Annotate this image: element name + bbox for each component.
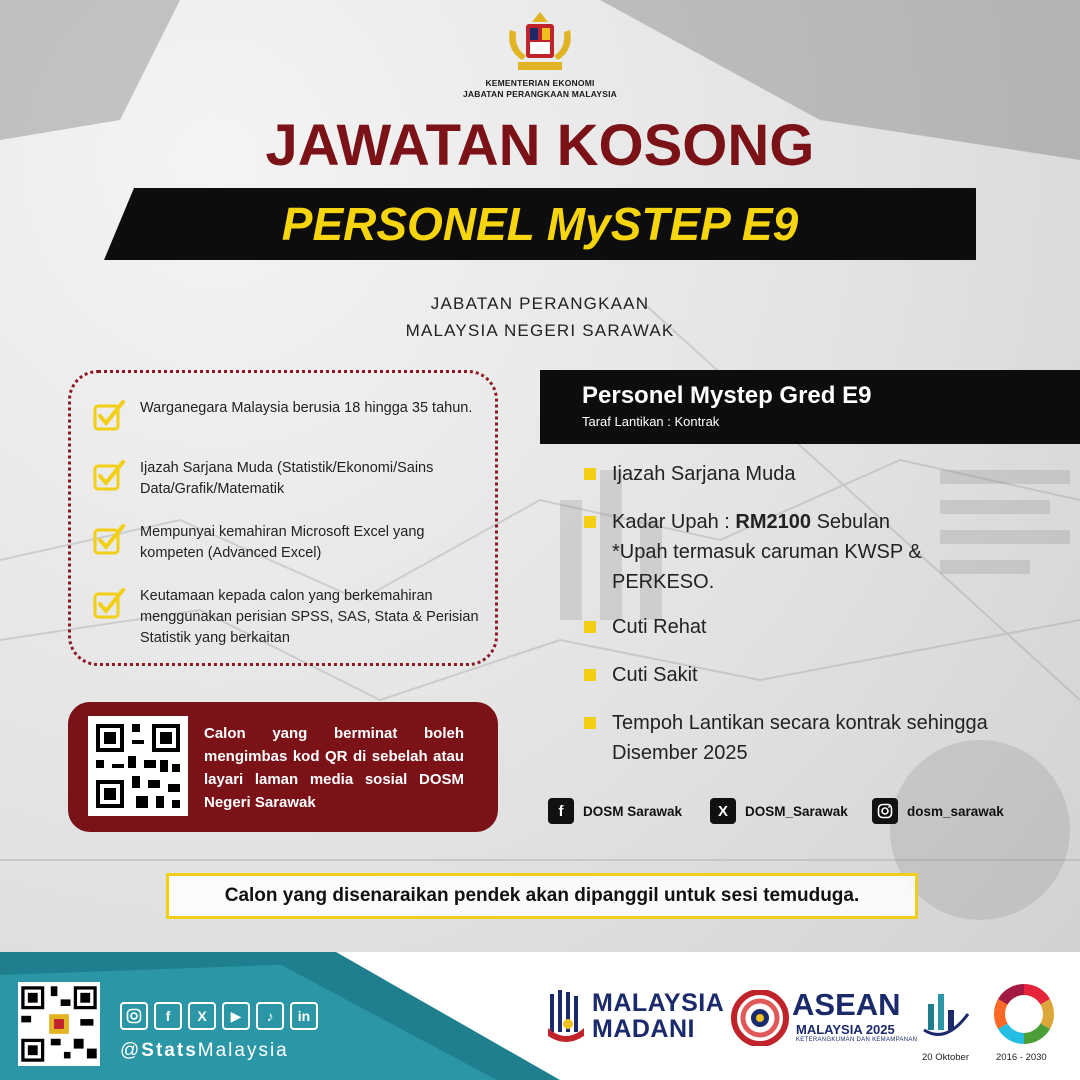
tiktok-icon[interactable]: ♪: [256, 1002, 284, 1030]
position-subtitle: Taraf Lantikan : Kontrak: [582, 414, 720, 429]
x-icon[interactable]: X: [188, 1002, 216, 1030]
checkbox-check-icon: [92, 586, 126, 620]
statistics-day-date: 20 Oktober: [922, 1052, 969, 1063]
malaysia-madani-text: [592, 990, 724, 1042]
benefit-text: Ijazah Sarjana Muda: [612, 463, 796, 485]
facebook-icon: f: [548, 798, 574, 824]
salary-amount: RM2100: [735, 511, 812, 533]
benefit-item: [584, 612, 1024, 642]
facebook-handle: DOSM Sarawak: [583, 803, 683, 819]
requirement-text: Keutamaan kepada calon yang berkemahiran menggunakan perisian SPSS, SAS, Stata & Perisian Statistik yang berkaitan: [140, 588, 479, 646]
linkedin-icon[interactable]: in: [290, 1002, 318, 1030]
facebook-icon[interactable]: f: [154, 1002, 182, 1030]
madani-line2: MADANI: [592, 1015, 695, 1043]
x-handle: DOSM_Sarawak: [745, 803, 848, 819]
qr-code[interactable]: [88, 716, 188, 816]
facebook-link[interactable]: [548, 798, 682, 824]
benefit-item: [584, 660, 1024, 690]
instagram-icon[interactable]: [120, 1002, 148, 1030]
instagram-icon: [872, 798, 898, 824]
department-name: [340, 290, 740, 344]
bullet-square-icon: [584, 468, 596, 480]
madani-line1: MALAYSIA: [592, 989, 725, 1017]
footer-social-icons: [120, 1002, 324, 1030]
benefit-item: [584, 708, 1024, 768]
handle-at: @: [120, 1040, 142, 1061]
benefit-item: [584, 507, 1024, 597]
requirement-item: [92, 586, 482, 649]
shortlist-notice: Calon yang disenaraikan pendek akan dipanggil untuk sesi temuduga.: [166, 873, 918, 919]
benefit-text: Cuti Sakit: [612, 664, 698, 686]
checkbox-check-icon: [92, 458, 126, 492]
asean-malaysia-logo-icon: [730, 990, 790, 1046]
asean-tagline: KETERANGKUMAN DAN KEMAMPANAN: [796, 1037, 918, 1043]
malaysia-crest-logo: [502, 10, 578, 76]
checkbox-check-icon: [92, 398, 126, 432]
position-title: Personel Mystep Gred E9: [582, 382, 872, 409]
requirement-text: Ijazah Sarjana Muda (Statistik/Ekonomi/Sains Data/Grafik/Matematik: [140, 460, 434, 497]
footer-qr-icon: [18, 982, 100, 1066]
requirement-text: Mempunyai kemahiran Microsoft Excel yang kompeten (Advanced Excel): [140, 524, 425, 561]
subtitle-text: PERSONEL MySTEP E9: [281, 198, 799, 250]
youtube-icon[interactable]: ▶: [222, 1002, 250, 1030]
page-title: JAWATAN KOSONG: [265, 113, 815, 178]
benefit-text: Cuti Rehat: [612, 616, 707, 638]
dept-line2: MALAYSIA NEGERI SARAWAK: [405, 321, 675, 340]
benefit-text: Tempoh Lantikan secara kontrak sehingga Disember 2025: [612, 712, 988, 764]
salary-prefix: Kadar Upah :: [612, 511, 736, 533]
footer-handle: [120, 1040, 289, 1062]
footer-qr-code[interactable]: [18, 982, 100, 1066]
malaysia-madani-logo-icon: [546, 988, 586, 1044]
asean-title: ASEAN: [792, 987, 901, 1022]
checkbox-check-icon: [92, 522, 126, 556]
salary-suffix: Sebulan: [811, 511, 890, 533]
qr-code-icon: [88, 716, 188, 816]
benefit-item: [584, 459, 1024, 489]
requirement-item: [92, 398, 482, 432]
x-link[interactable]: [710, 798, 848, 824]
bullet-square-icon: [584, 621, 596, 633]
ministry-line1: KEMENTERIAN EKONOMI: [485, 78, 595, 88]
requirement-item: [92, 458, 482, 500]
requirement-text: Warganegara Malaysia berusia 18 hingga 35 tahun.: [140, 400, 473, 416]
asean-subtitle: MALAYSIA 2025: [796, 1022, 895, 1037]
dept-line1: JABATAN PERANGKAAN: [430, 294, 650, 313]
sdg-wheel-logo-icon: [992, 982, 1056, 1046]
ministry-name: [380, 78, 700, 100]
bullet-square-icon: [584, 516, 596, 528]
x-icon: X: [710, 798, 736, 824]
bullet-square-icon: [584, 669, 596, 681]
ministry-line2: JABATAN PERANGKAAN MALAYSIA: [462, 89, 617, 99]
instagram-handle: dosm_sarawak: [907, 803, 1004, 819]
world-statistics-day-logo-icon: [918, 984, 974, 1042]
instagram-link[interactable]: [872, 798, 1004, 824]
salary-note: *Upah termasuk caruman KWSP & PERKESO.: [612, 541, 922, 593]
requirement-item: [92, 522, 482, 564]
bullet-square-icon: [584, 717, 596, 729]
benefit-text-wrapper: [612, 507, 1024, 597]
sdg-years: 2016 - 2030: [996, 1052, 1047, 1063]
handle-rest: Malaysia: [197, 1040, 289, 1061]
handle-bold: Stats: [141, 1040, 198, 1061]
qr-instructions: Calon yang berminat boleh mengimbas kod QR di sebelah atau layari laman media sosial DOSM Negeri Sarawak: [204, 725, 464, 811]
